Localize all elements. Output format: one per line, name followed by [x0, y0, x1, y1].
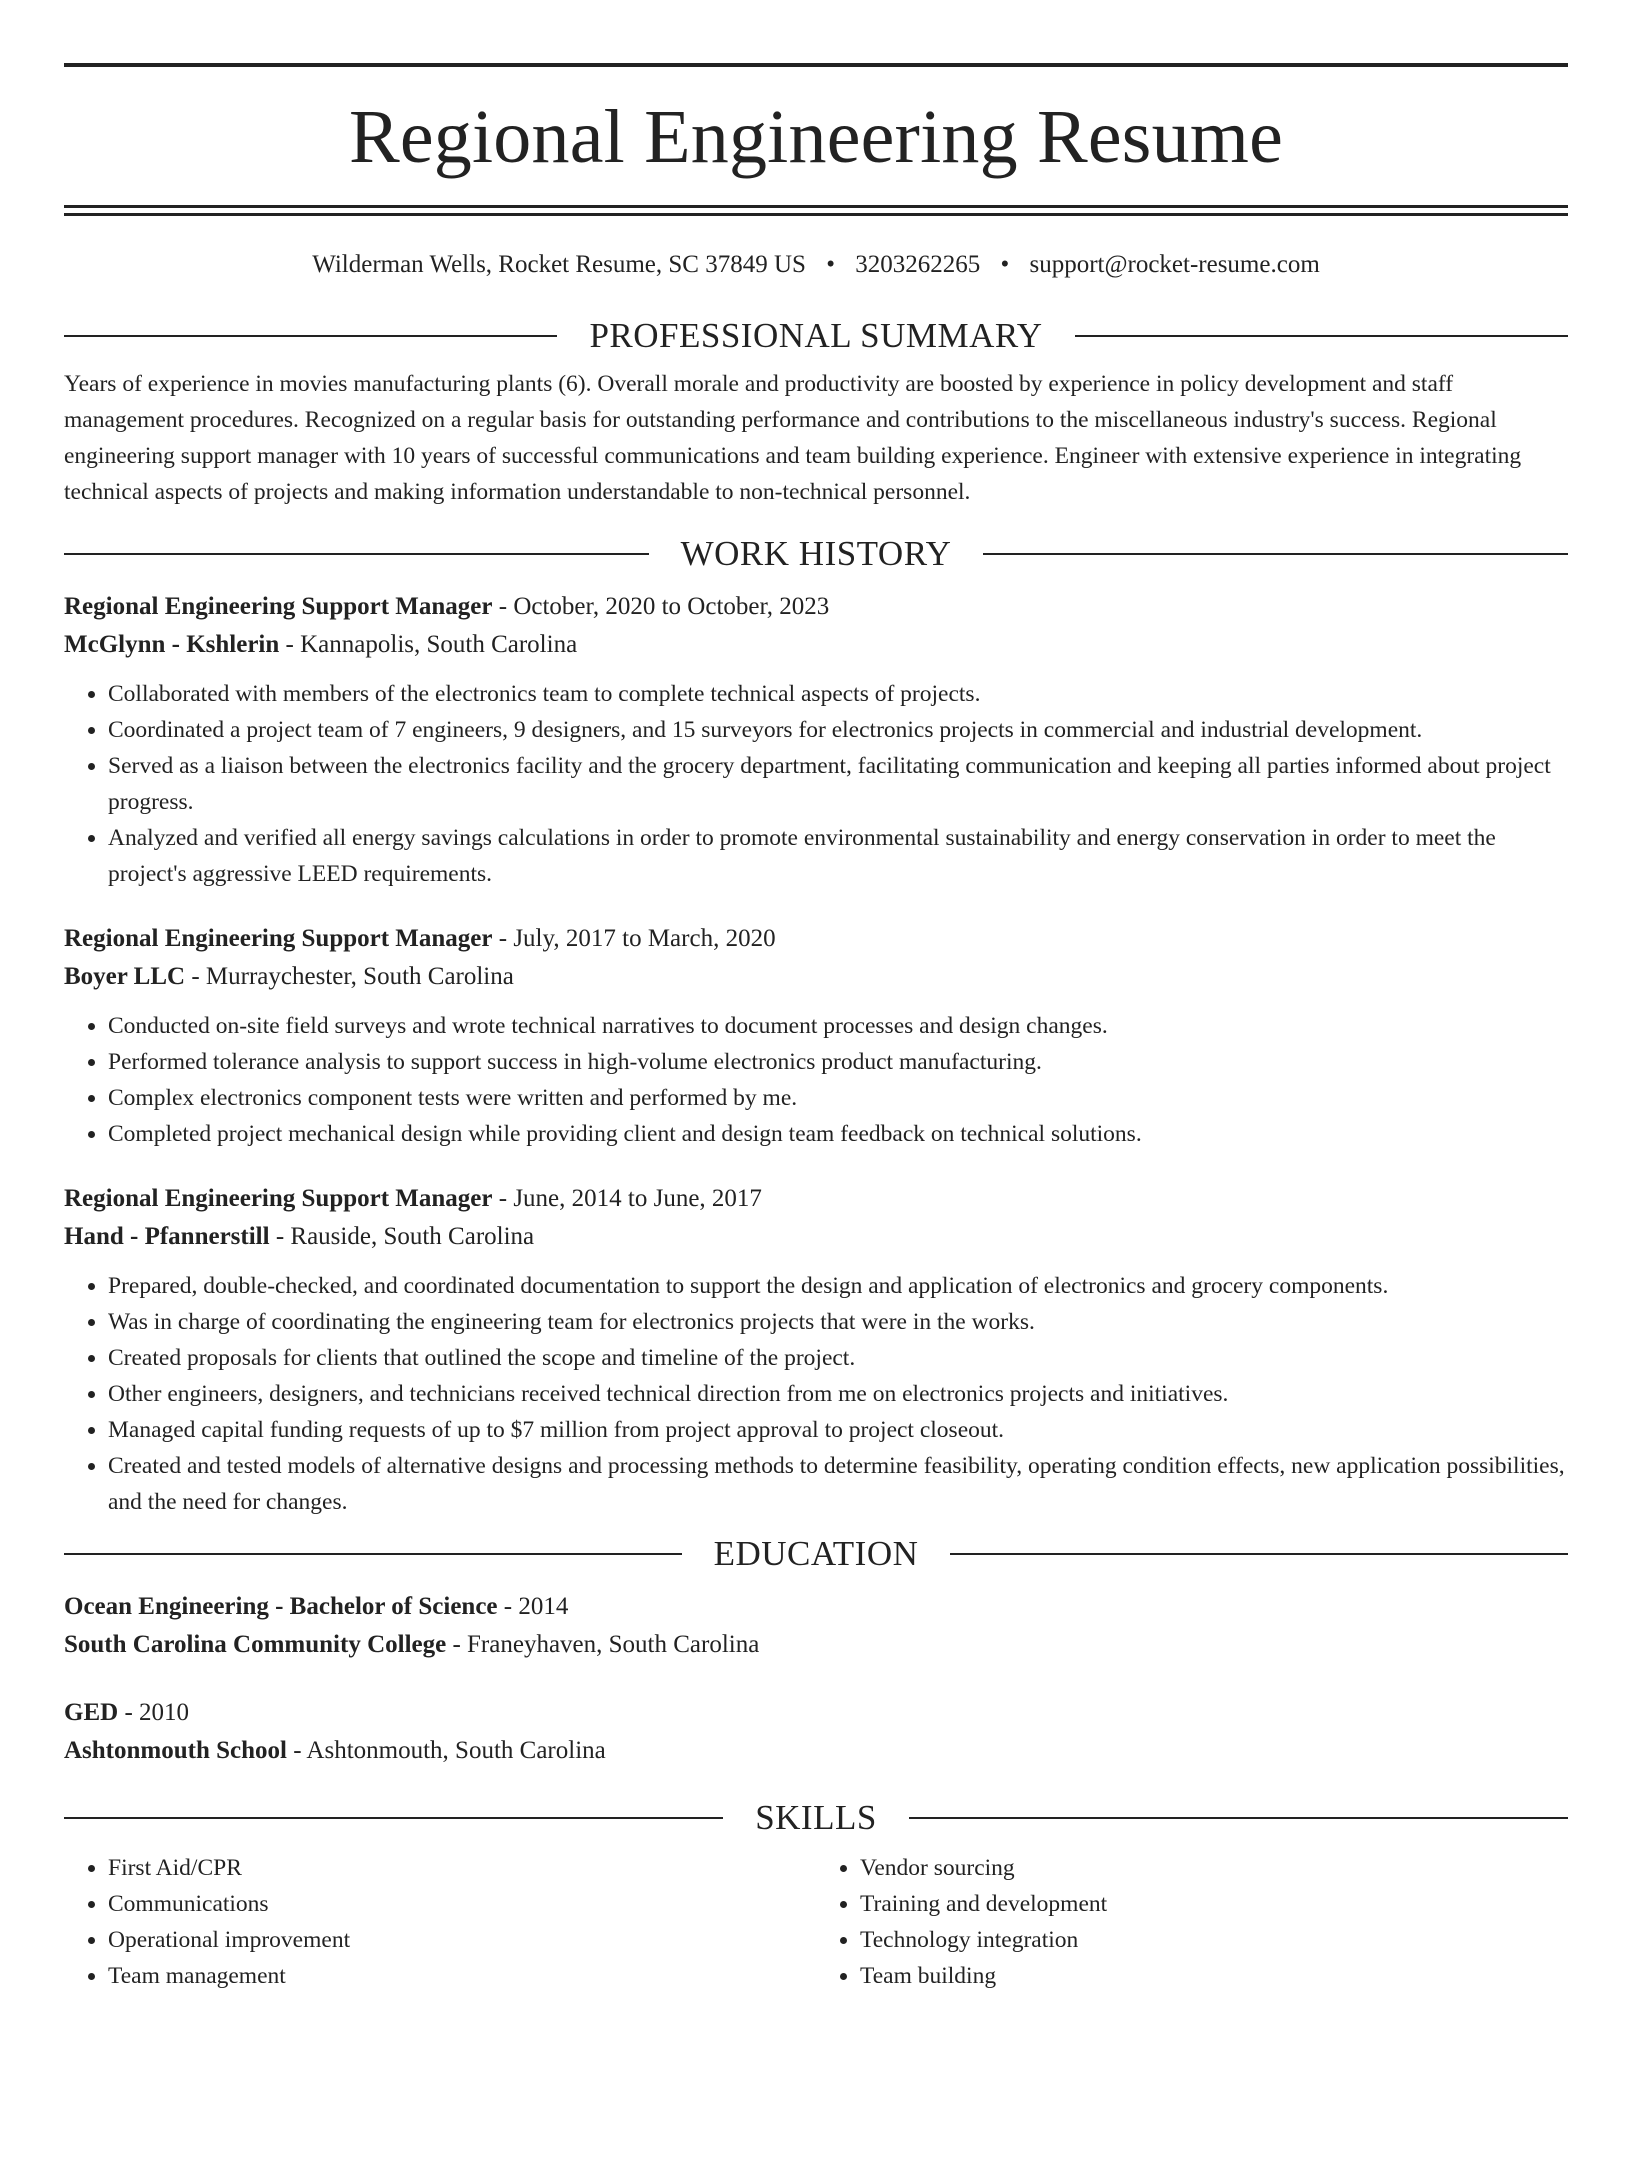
job-dates: - October, 2020 to October, 2023: [492, 592, 830, 620]
section-title: EDUCATION: [713, 1533, 919, 1573]
job-bullets: [64, 1268, 1568, 1520]
list-item: • Conducted on-site field surveys and wrote technical narratives to document processes and design changes.: [108, 1008, 1568, 1044]
page-title: Regional Engineering Resume: [348, 95, 1284, 179]
job-location: - Rauside, South Carolina: [269, 1222, 535, 1250]
job-entry: [64, 588, 1568, 892]
section-title: PROFESSIONAL SUMMARY: [589, 316, 1043, 355]
top-rule: [64, 63, 1568, 67]
education-location: - Ashtonmouth, South Carolina: [286, 1736, 606, 1764]
section-header-education: [64, 1534, 1568, 1574]
job-entry: [64, 920, 1568, 1152]
education-school-line: [64, 1732, 1568, 1770]
list-item: • Analyzed and verified all energy savings calculations in order to promote environmental sustainability and energy conservation in order to meet the project's aggressive LEED requirements.: [108, 820, 1568, 892]
job-location: - Kannapolis, South Carolina: [279, 630, 578, 658]
education-school-line: [64, 1626, 1568, 1664]
section-rule: [64, 335, 557, 337]
job-company-line: [64, 958, 1568, 996]
contact-separator: •: [826, 251, 835, 278]
list-item: • Vendor sourcing: [860, 1850, 1568, 1886]
list-item: • Was in charge of coordinating the engineering team for electronics projects that were in the works.: [108, 1304, 1568, 1340]
education-year: - 2010: [118, 1698, 190, 1726]
education-school: Ashtonmouth School: [64, 1736, 287, 1764]
job-title-line: [64, 588, 1568, 626]
section-rule: [983, 553, 1568, 555]
list-item: • Complex electronics component tests were written and performed by me.: [108, 1080, 1568, 1116]
section-header-skills: [64, 1798, 1568, 1838]
job-bullets: [64, 1008, 1568, 1152]
list-item: • Created proposals for clients that outlined the scope and timeline of the project.: [108, 1340, 1568, 1376]
list-item: • Coordinated a project team of 7 engineers, 9 designers, and 15 surveyors for electronics projects in commercial and industrial development.: [108, 712, 1568, 748]
job-company-line: [64, 626, 1568, 664]
skills-list-right: [816, 1850, 1568, 1994]
education-location: - Franeyhaven, South Carolina: [446, 1630, 760, 1658]
contact-address: Wilderman Wells, Rocket Resume, SC 37849 US: [312, 251, 806, 278]
job-dates: - June, 2014 to June, 2017: [492, 1184, 762, 1212]
list-item: • Prepared, double-checked, and coordinated documentation to support the design and application of electronics and grocery components.: [108, 1268, 1568, 1304]
job-dates: - July, 2017 to March, 2020: [492, 924, 776, 952]
job-company: Boyer LLC: [64, 962, 186, 990]
education-degree-line: [64, 1588, 1568, 1626]
section-rule: [64, 553, 649, 555]
job-title-line: [64, 1180, 1568, 1218]
education-school: South Carolina Community College: [64, 1630, 447, 1658]
list-item: • Performed tolerance analysis to support success in high-volume electronics product manufacturing.: [108, 1044, 1568, 1080]
list-item: • Technology integration: [860, 1922, 1568, 1958]
section-title: WORK HISTORY: [680, 533, 952, 573]
education-degree: GED: [64, 1698, 119, 1726]
section-rule: [64, 1817, 723, 1819]
section-rule: [1075, 335, 1568, 337]
education-degree-line: [64, 1694, 1568, 1732]
list-item: • Collaborated with members of the electronics team to complete technical aspects of projects.: [108, 676, 1568, 712]
contact-email: support@rocket-resume.com: [1029, 251, 1320, 278]
contact-phone: 3203262265: [855, 251, 981, 278]
section-title: SKILLS: [755, 1797, 877, 1837]
resume-page: [0, 63, 1632, 2175]
job-title-line: [64, 920, 1568, 958]
list-item: • Managed capital funding requests of up to $7 million from project approval to project closeout.: [108, 1412, 1568, 1448]
section-rule: [909, 1817, 1568, 1819]
list-item: • Served as a liaison between the electronics facility and the grocery department, facilitating communication and keeping all parties informed about project progress.: [108, 748, 1568, 820]
skills-list-left: [64, 1850, 816, 1994]
list-item: • Other engineers, designers, and technicians received technical direction from me on electronics projects and initiatives.: [108, 1376, 1568, 1412]
section-rule: [64, 1553, 682, 1555]
education-entry: [64, 1588, 1568, 1664]
contact-separator: •: [1000, 251, 1010, 278]
list-item: • Communications: [108, 1886, 816, 1922]
list-item: • Completed project mechanical design while providing client and design team feedback on technical solutions.: [108, 1116, 1568, 1152]
list-item: • Team management: [108, 1958, 816, 1994]
job-company: McGlynn - Kshlerin: [64, 630, 280, 658]
title-double-rule: [64, 205, 1568, 216]
education-degree: Ocean Engineering - Bachelor of Science: [64, 1592, 498, 1620]
job-company: Hand - Pfannerstill: [64, 1222, 270, 1250]
job-bullets: [64, 676, 1568, 892]
section-header-summary: [64, 316, 1568, 356]
job-title: Regional Engineering Support Manager: [64, 1184, 493, 1212]
list-item: • Created and tested models of alternative designs and processing methods to determine feasibility, operating condition effects, new application possibilities, and the need for changes.: [108, 1448, 1568, 1520]
job-company-line: [64, 1218, 1568, 1256]
list-item: • First Aid/CPR: [108, 1850, 816, 1886]
summary-text: Years of experience in movies manufacturing plants (6). Overall morale and productivity are boosted by experience in policy development and staff management procedures. Recognized on a regular basis for outstanding performance and contributions to the miscellaneous industry's success. Regional engineering support manager with 10 years of successful communications and team building experience. Engineer with extensive experience in integrating technical aspects of projects and making information understandable to non-technical personnel.: [64, 371, 1522, 505]
job-title: Regional Engineering Support Manager: [64, 592, 493, 620]
section-header-work: [64, 534, 1568, 574]
job-title: Regional Engineering Support Manager: [64, 924, 493, 952]
list-item: • Team building: [860, 1958, 1568, 1994]
list-item: • Operational improvement: [108, 1922, 816, 1958]
section-rule: [950, 1553, 1568, 1555]
education-entry: [64, 1694, 1568, 1770]
skills-columns: [64, 1850, 1568, 1994]
job-location: - Murraychester, South Carolina: [185, 962, 514, 990]
education-year: - 2014: [497, 1592, 569, 1620]
list-item: • Training and development: [860, 1886, 1568, 1922]
job-entry: [64, 1180, 1568, 1520]
contact-line: [64, 250, 1568, 280]
